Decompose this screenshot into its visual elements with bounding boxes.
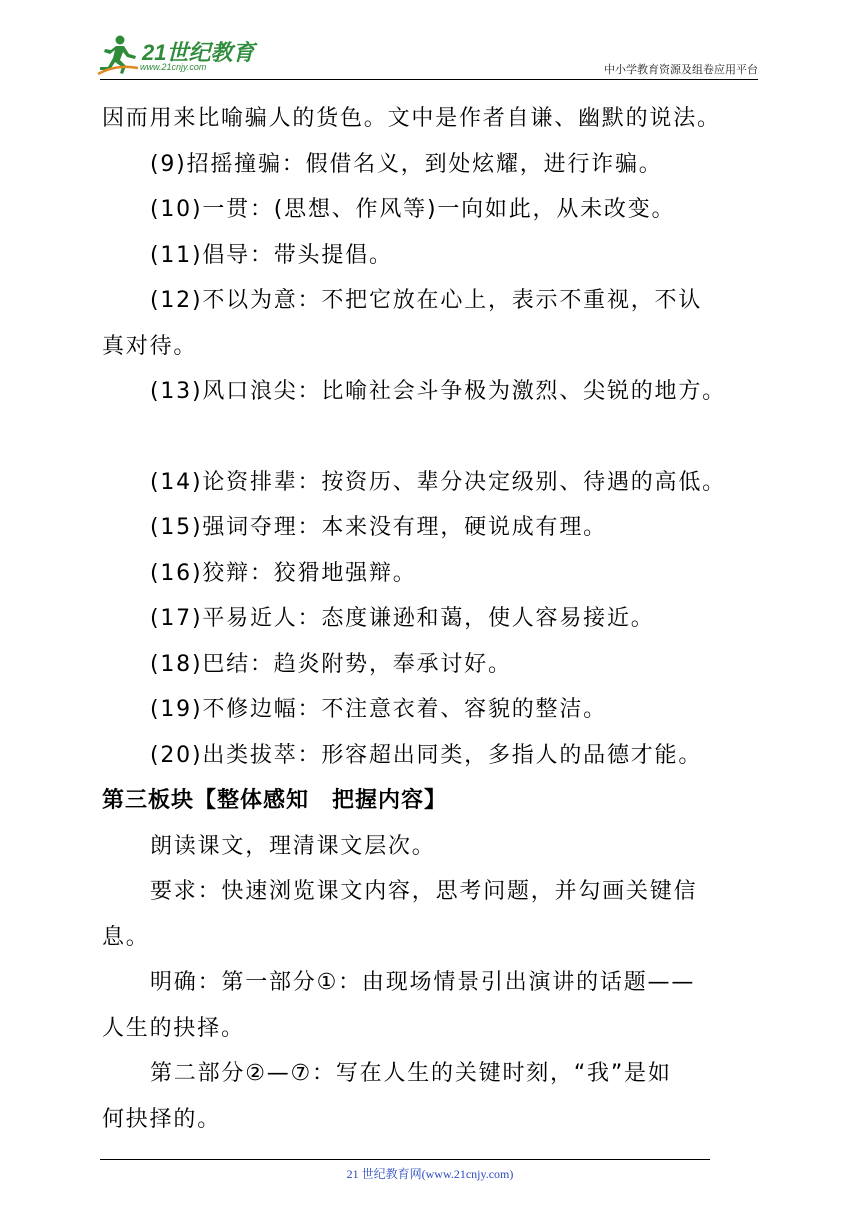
text-line: (9)招摇撞骗：假借名义，到处炫耀，进行诈骗。 [150,151,663,177]
text-line: (15)强词夺理：本来没有理，硬说成有理。 [150,515,607,540]
text-line: 因而用来比喻骗人的货色。文中是作者自谦、幽默的说法。 [102,106,721,131]
text-line: (14)论资排辈：按资历、辈分决定级别、待遇的高低。 [150,469,726,495]
header-divider [100,79,758,80]
text-line: (18)巴结：趋炎附势，奉承讨好。 [150,651,512,677]
header-tagline: 中小学教育资源及组卷应用平台 [604,63,758,76]
page-header [0,0,860,90]
text-line: (19)不修边幅：不注意衣着、容貌的整洁。 [150,697,607,722]
text-line: (17)平易近人：态度谦逊和蔼，使人容易接近。 [150,606,655,631]
text-line: 息。 [102,924,150,950]
text-line: 第二部分②—⑦：写在人生的关键时刻，“我”是如 [150,1061,672,1086]
text-line: 人生的抉择。 [102,1015,245,1041]
logo [96,34,266,78]
blank-line [102,415,762,460]
text-line: 何抉择的。 [102,1106,222,1132]
text-line: 真对待。 [102,333,198,359]
text-line: (10)一贯：(思想、作风等)一向如此，从未改变。 [150,197,676,222]
text-line: 朗读课文，理清课文层次。 [150,833,436,859]
text-line: 明确：第一部分①：由现场情景引出演讲的话题—— [150,970,696,995]
logo-text: 21世纪教育 [142,40,255,65]
logo-url: www.21cnjy.com [140,62,207,72]
text-line: (16)狡辩：狡猾地强辩。 [150,560,417,586]
footer-divider [100,1159,710,1160]
text-line: (20)出类拔萃：形容超出同类，多指人的品德才能。 [150,742,703,768]
text-line: 要求：快速浏览课文内容，思考问题，并勾画关键信 [150,879,698,904]
text-line: (13)风口浪尖：比喻社会斗争极为激烈、尖锐的地方。 [150,379,726,404]
text-line: (11)倡导：带头提倡。 [150,242,393,268]
document-body [102,96,762,1142]
page-footer: 21 世纪教育网(www.21cnjy.com) [346,1167,514,1181]
runner-logo-icon [96,34,140,76]
text-line: (12)不以为意：不把它放在心上，表示不重视，不认 [150,288,703,313]
section-heading: 第三板块【整体感知 把握内容】 [102,788,448,813]
